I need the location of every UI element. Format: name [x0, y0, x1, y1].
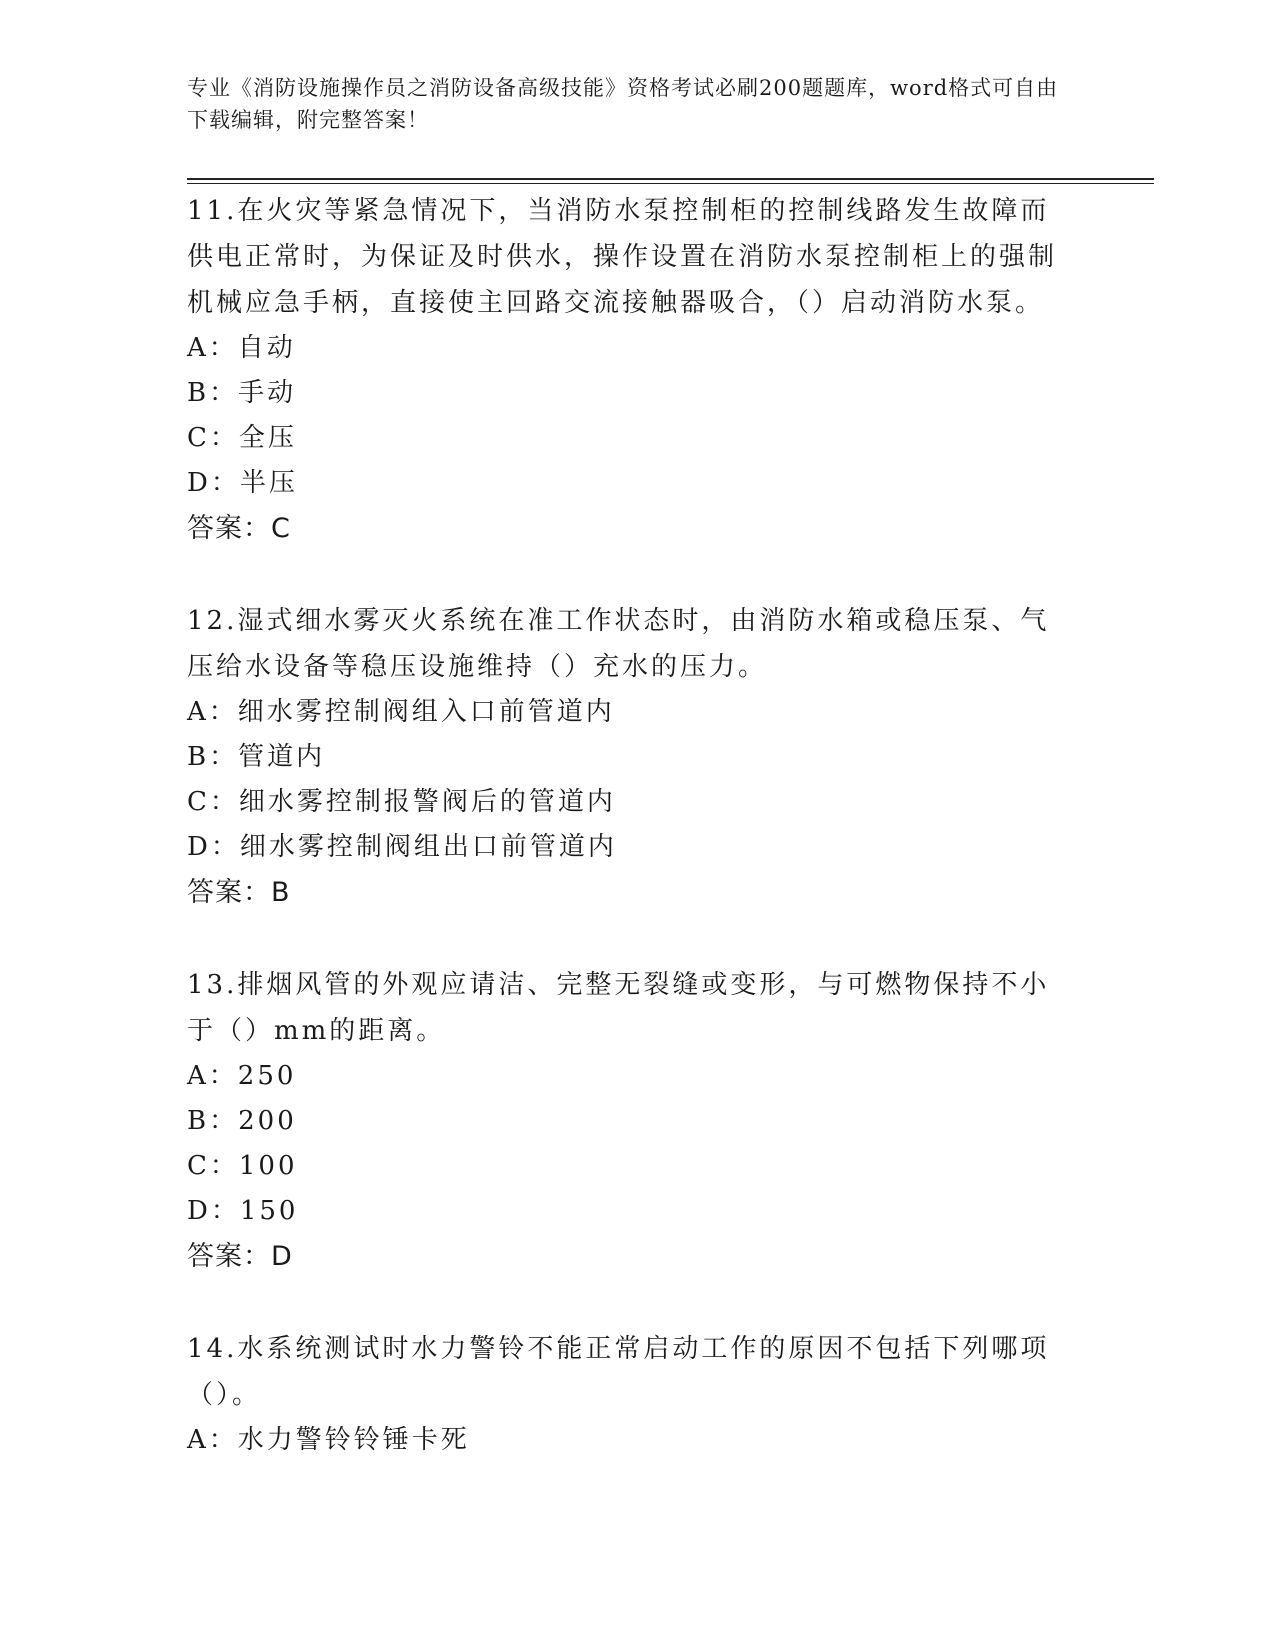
option-d: D：细水雾控制阀组出口前管道内	[187, 832, 617, 862]
option-d: D：半压	[187, 468, 298, 498]
question-stem: 12.湿式细水雾灭火系统在准工作状态时，由消防水箱或稳压泵、气压给水设备等稳压设施维持（）充水的压力。	[187, 606, 1050, 682]
question-12	[187, 598, 1077, 916]
document-header: 专业《消防设施操作员之消防设备高级技能》资格考试必刷200题题库，word格式可自由下载编辑，附完整答案！	[187, 76, 1059, 132]
option-c: C：细水雾控制报警阀后的管道内	[187, 787, 616, 817]
option-c: C：全压	[187, 423, 297, 453]
option-b: B：200	[187, 1106, 297, 1136]
answer-line: 答案：B	[187, 877, 291, 908]
question-11	[187, 188, 1077, 552]
question-stem: 14.水系统测试时水力警铃不能正常启动工作的原因不包括下列哪项（）。	[187, 1334, 1050, 1410]
header-divider-thin	[187, 183, 1154, 184]
option-b: B：管道内	[187, 742, 326, 772]
question-14	[187, 1326, 1077, 1463]
option-b: B：手动	[187, 378, 297, 408]
header-divider	[187, 178, 1154, 180]
option-a: A：水力警铃铃锤卡死	[187, 1425, 470, 1455]
option-a: A：细水雾控制阀组入口前管道内	[187, 697, 615, 727]
option-a: A：自动	[187, 333, 296, 363]
answer-line: 答案：D	[187, 1241, 293, 1272]
option-a: A：250	[187, 1061, 297, 1091]
question-stem: 13.排烟风管的外观应请洁、完整无裂缝或变形，与可燃物保持不小于（）mm的距离。	[187, 970, 1050, 1046]
answer-line: 答案：C	[187, 513, 291, 544]
question-list	[187, 188, 1077, 1509]
question-13	[187, 962, 1077, 1280]
option-d: D：150	[187, 1196, 299, 1226]
question-stem: 11.在火灾等紧急情况下，当消防水泵控制柜的控制线路发生故障而供电正常时，为保证及时供水，操作设置在消防水泵控制柜上的强制机械应急手柄，直接使主回路交流接触器吸合，（）启动消防水泵。	[187, 196, 1058, 318]
option-c: C：100	[187, 1151, 298, 1181]
